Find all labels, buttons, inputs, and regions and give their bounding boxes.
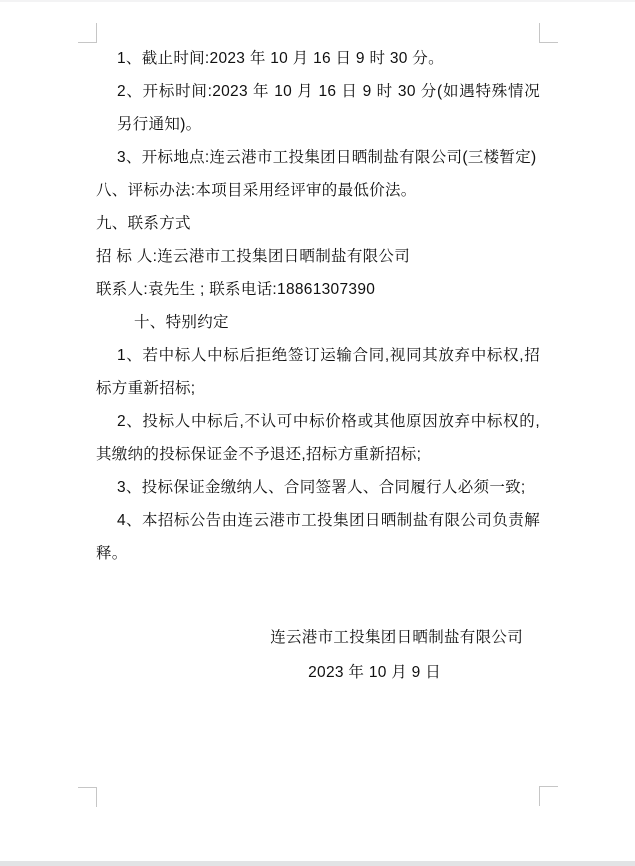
paragraph: 十、特别约定 <box>134 314 229 331</box>
paragraph: 3、开标地点:连云港市工投集团日晒制盐有限公司(三楼暂定) <box>117 149 537 166</box>
margin-mark-bottom-right <box>539 786 558 806</box>
margin-mark-top-left <box>78 23 97 43</box>
desk-background-strip <box>0 861 635 866</box>
document-body <box>96 42 540 689</box>
paragraph: 联系人:袁先生 ; 联系电话:18861307390 <box>96 281 376 298</box>
paragraph: 九、联系方式 <box>96 215 191 232</box>
paragraph: 招 标 人:连云港市工投集团日晒制盐有限公司 <box>96 248 411 265</box>
paragraph: 1、若中标人中标后拒绝签订运输合同,视同其放弃中标权,招标方重新招标; <box>96 347 540 397</box>
paragraph: 八、评标办法:本项目采用经评审的最低价法。 <box>96 182 417 199</box>
margin-mark-bottom-left <box>78 787 97 807</box>
paragraph: 3、投标保证金缴纳人、合同签署人、合同履行人必须一致; <box>117 479 526 496</box>
page-top-edge <box>0 0 635 2</box>
signature-date: 2023 年 10 月 9 日 <box>308 664 441 681</box>
paragraph: 4、本招标公告由连云港市工投集团日晒制盐有限公司负责解释。 <box>96 512 540 562</box>
paragraph: 1、截止时间:2023 年 10 月 16 日 9 时 30 分。 <box>117 50 444 67</box>
signature-company: 连云港市工投集团日晒制盐有限公司 <box>270 629 523 646</box>
paragraph: 2、投标人中标后,不认可中标价格或其他原因放弃中标权的,其缴纳的投标保证金不予退还,招标方重新招标; <box>96 413 540 463</box>
paragraph: 2、开标时间:2023 年 10 月 16 日 9 时 30 分(如遇特殊情况另行通知)。 <box>117 83 540 133</box>
margin-mark-top-right <box>539 23 558 43</box>
